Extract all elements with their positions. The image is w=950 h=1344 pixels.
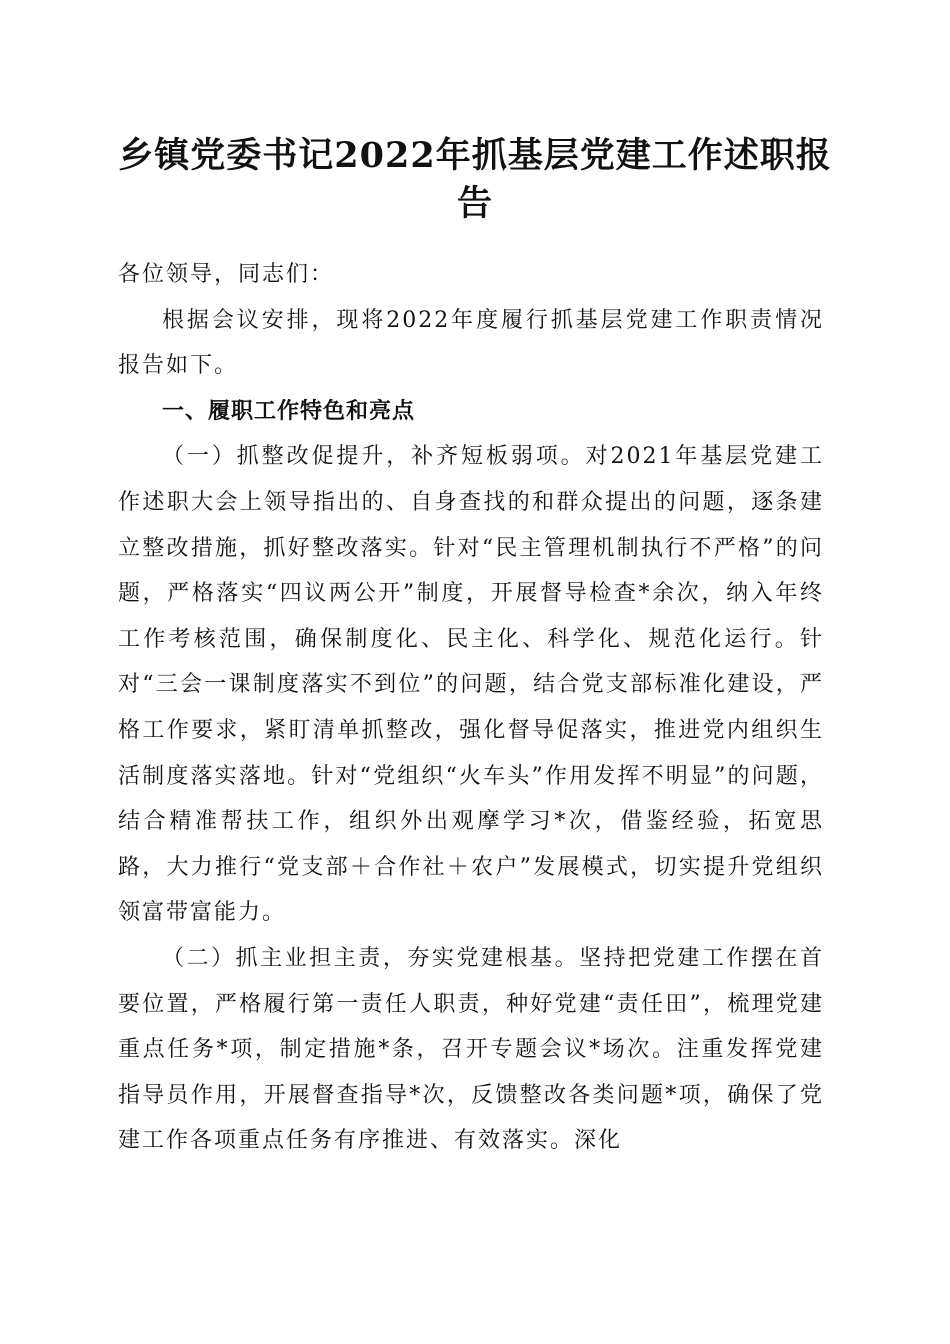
paragraph-2-lead: （二）抓主业担主责，夯实党建根基。 [162, 945, 580, 971]
paragraph-2-text: 坚持把党建工作摆在首要位置，严格履行第一责任人职责，种好党建“责任田”，梳理党建重点任务*项，制定措施*条，召开专题会议*场次。注重发挥党建指导员作用，开展督查指导*次，反馈整改各类问题*项，确保了党建工作各项重点任务有序推进、有效落实。深化 [118, 945, 824, 1154]
salutation: 各位领导，同志们： [118, 262, 335, 287]
section-heading-1: 一、履职工作特色和亮点 [162, 398, 416, 424]
paragraph-2 [118, 936, 824, 1164]
paragraph-1 [118, 434, 824, 936]
intro-paragraph: 根据会议安排，现将2022年度履行抓基层党建工作职责情况报告如下。 [118, 307, 824, 379]
paragraph-1-text: 对2021年基层党建工作述职大会上领导指出的、自身查找的和群众提出的问题，逐条建立整改措施，抓好整改落实。针对“民主管理机制执行不严格”的问题，严格落实“四议两公开”制度，开展督导检查*余次，纳入年终工作考核范围，确保制度化、民主化、科学化、规范化运行。针对“三会一课制度落实不到位”的问题，结合党支部标准化建设，严格工作要求，紧盯清单抓整改，强化督导促落实，推进党内组织生活制度落实落地。针对“党组织“火车头”作用发挥不明显”的问题，结合精准帮扶工作，组织外出观摩学习*次，借鉴经验，拓宽思路，大力推行“党支部＋合作社＋农户”发展模式，切实提升党组织领富带富能力。 [118, 444, 824, 926]
paragraph-1-lead: （一）抓整改促提升，补齐短板弱项。 [162, 444, 586, 470]
document-body [118, 252, 824, 1164]
document-title: 乡镇党委书记2022年抓基层党建工作述职报告 [118, 135, 832, 224]
